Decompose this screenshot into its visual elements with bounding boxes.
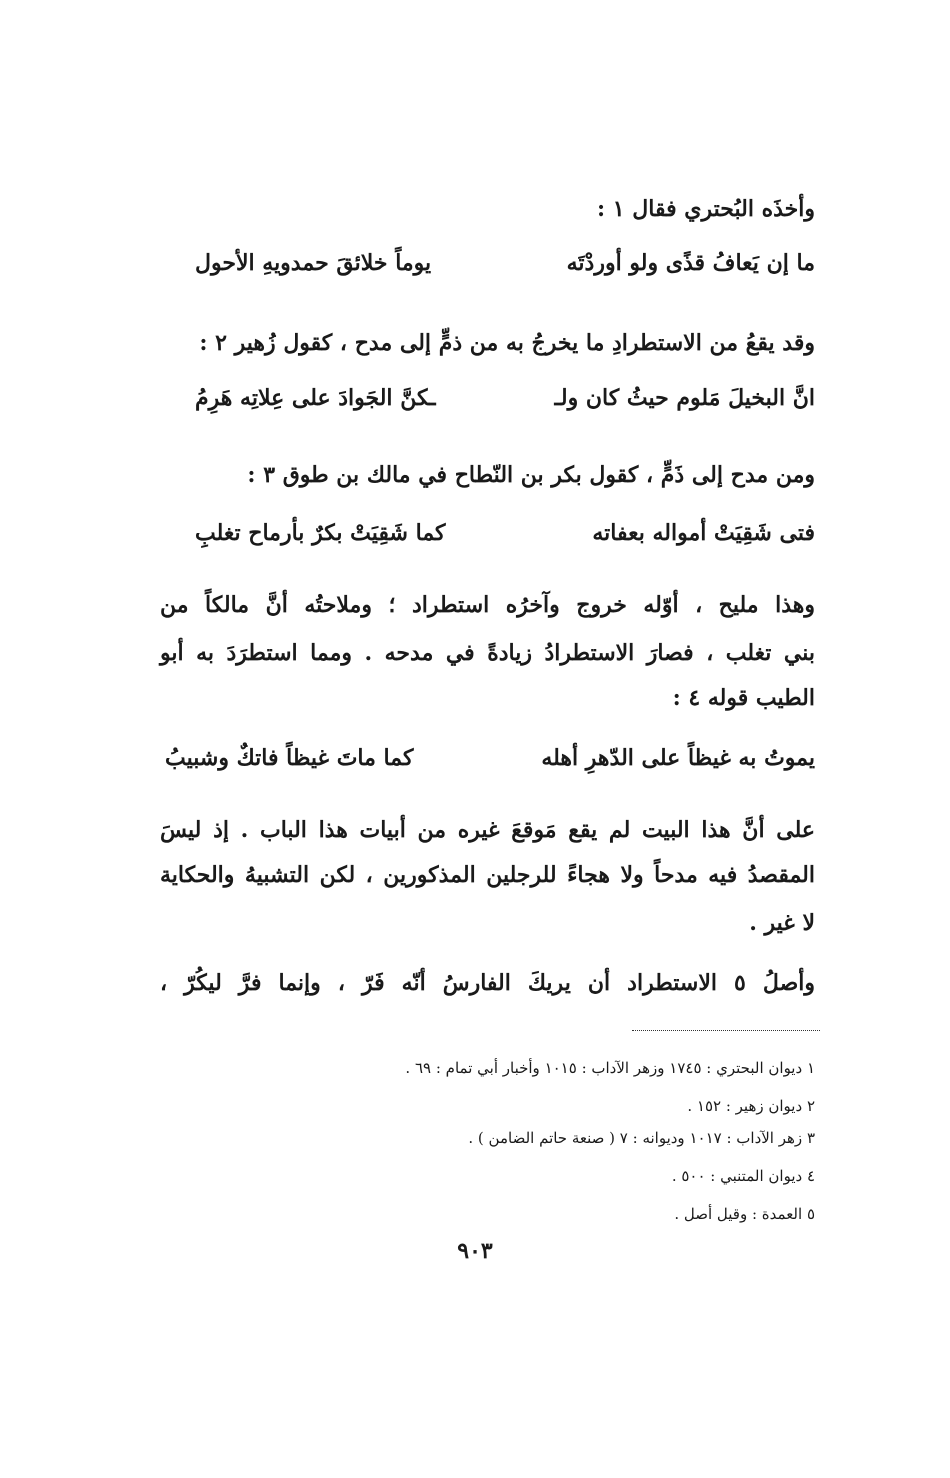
verse-second-hemistich: ـكنَّ الجَوادَ على عِلاتِه هَرِمُ (195, 385, 436, 411)
prose-line: المقصدُ فيه مدحاً ولا هجاءً للرجلين المذكورين ، لكن التشبيهُ والحكاية (160, 862, 815, 888)
prose-line: الطيب قوله ٤ : (672, 685, 815, 711)
prose-line: وأخذَه البُحتري فقال ١ : (597, 196, 815, 222)
footnote: ٥ العمدة : وقيل أصل . (674, 1205, 815, 1223)
footnote: ٣ زهر الآداب : ١٠١٧ وديوانه : ٧ ( صنعة حاتم الضامن ) . (468, 1129, 815, 1147)
verse-second-hemistich: يوماً خلائقَ حمدويهِ الأحول (195, 250, 432, 276)
page-number: ٩٠٣ (457, 1238, 493, 1264)
footnote-separator (632, 1030, 820, 1031)
verse-first-hemistich: انَّ البخيلَ مَلوم حيثُ كان ولـ (554, 385, 815, 411)
verse-second-hemistich: كما ماتَ غيظاً فاتكٌ وشبيبُ (165, 745, 414, 771)
prose-line: على أنَّ هذا البيت لم يقع مَوقعَ غيره من أبيات هذا الباب . إذ ليسَ (160, 817, 815, 843)
footnote: ١ ديوان البحتري : ١٧٤٥ وزهر الآداب : ١٠١٥ وأخبار أبي تمام : ٦٩ . (405, 1059, 815, 1077)
verse-first-hemistich: ما إن يَعافُ قذًى ولو أوردْتَه (566, 250, 815, 276)
prose-line: وقد يقعُ من الاستطرادِ ما يخرجُ به من ذمٍّ إلى مدح ، كقول زُهير ٢ : (199, 330, 815, 356)
prose-line: وهذا مليح ، أوّله خروج وآخرُه استطراد ؛ وملاحتُه أنَّ مالكاً من (160, 592, 815, 618)
footnote: ٢ ديوان زهير : ١٥٢ . (687, 1097, 815, 1115)
footnote: ٤ ديوان المتنبي : ٥٠٠ . (671, 1167, 815, 1185)
prose-line: بني تغلب ، فصارَ الاستطرادُ زيادةً في مدحه . ومما استطرَدَ به أبو (160, 640, 815, 666)
verse-second-hemistich: كما شَقِيَتْ بكرٌ بأرماح تغلبِ (195, 520, 446, 546)
prose-line: وأصلُ ٥ الاستطراد أن يريكَ الفارسُ أنّه فَرّ ، وإنما فرَّ ليكُرّ ، (160, 970, 815, 996)
verse-first-hemistich: يموتُ به غيظاً على الدّهرِ أهله (541, 745, 815, 771)
prose-line: ومن مدح إلى ذَمٍّ ، كقول بكر بن النّطاح في مالك بن طوق ٣ : (247, 462, 815, 488)
verse-first-hemistich: فتى شَقِيَتْ أمواله بعفاته (592, 520, 815, 546)
prose-line: لا غير . (749, 910, 815, 936)
